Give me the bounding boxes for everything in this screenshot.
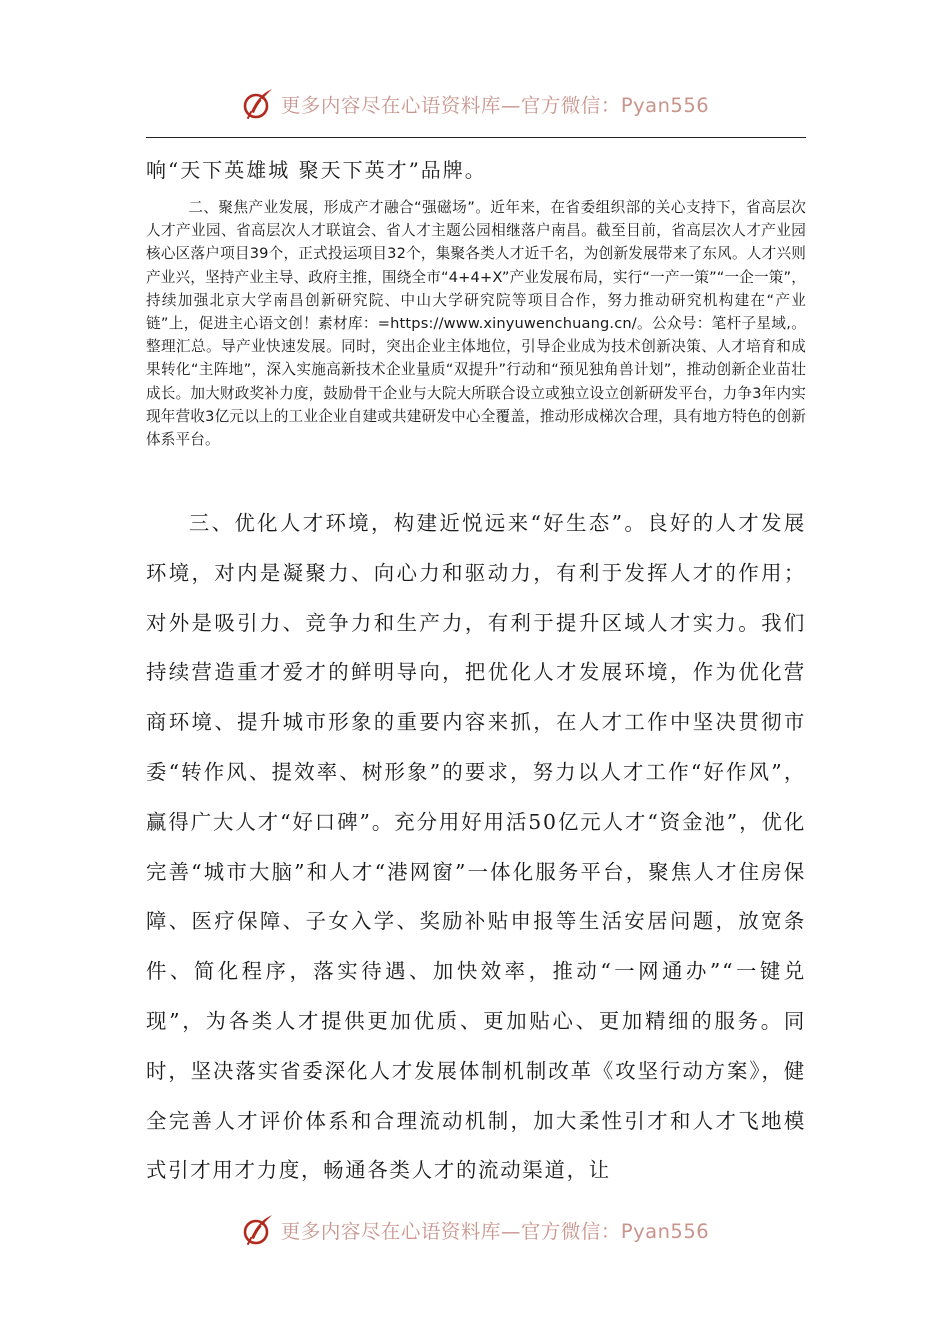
paragraph-section-two: 二、聚焦产业发展，形成产才融合“强磁场”。近年来，在省委组织部的关心支持下，省高层次人才产业园、省高层次人才联谊会、省人才主题公园相继落户南昌。截至目前，省高层次人才产业园核心区落户项目39个，正式投运项目32个，集聚各类人才近千名，为创新发展带来了东风。人才兴则产业兴，坚持产业主导、政府主推，围绕全市“4+4+X”产业发展布局，实行“一产一策”“一企一策”，持续加强北京大学南昌创新研究院、中山大学研究院等项目合作，努力推动研究机构建在“产业链”上，促进主心语文创！素材库：=https://www.xinyuwenchuang.cn/。公众号：笔杆子星域,。整理汇总。导产业快速发展。同时，突出企业主体地位，引导企业成为技术创新决策、人才培育和成果转化“主阵地”，深入实施高新技术企业量质“双提升”行动和“预见独角兽计划”，推动创新企业苗壮成长。加大财政奖补力度，鼓励骨干企业与大院大所联合设立或独立设立创新研发平台，力争3年内实现年营收3亿元以上的工业企业自建或共建研发中心全覆盖，推动形成梯次合理，具有地方特色的创新体系平台。 [146,199,806,449]
paragraph-section-three: 三、优化人才环境，构建近悦远来“好生态”。良好的人才发展环境，对内是凝聚力、向心力和驱动力，有利于发挥人才的作用；对外是吸引力、竞争力和生产力，有利于提升区域人才实力。我们持续营造重才爱才的鲜明导向，把优化人才发展环境，作为优化营商环境、提升城市形象的重要内容来抓，在人才工作中坚决贯彻市委“转作风、提效率、树形象”的要求，努力以人才工作“好作风”，赢得广大人才“好口碑”。充分用好用活50亿元人才“资金池”，优化完善“城市大脑”和人才“港网窗”一体化服务平台，聚焦人才住房保障、医疗保障、子女入学、奖励补贴申报等生活安居问题，放宽条件、简化程序，落实待遇、加快效率，推动“一网通办”“一键兑现”，为各类人才提供更加优质、更加贴心、更加精细的服务。同时，坚决落实省委深化人才发展体制机制改革《攻坚行动方案》，健全完善人才评价体系和合理流动机制，加大柔性引才和人才飞地模式引才用才力度，畅通各类人才的流动渠道，让 [146,511,806,1183]
quill-pen-logo-icon [241,1213,275,1247]
footer-banner [0,1208,950,1252]
header-banner [0,82,950,126]
header-divider [146,137,806,138]
footer-banner-text: 更多内容尽在心语资料库—官方微信：Pyan556 [280,1220,710,1243]
continuation-line: 响“天下英雄城 聚天下英才”品牌。 [146,158,487,182]
header-banner-text: 更多内容尽在心语资料库—官方微信：Pyan556 [280,94,710,117]
quill-pen-logo-icon [241,87,275,121]
